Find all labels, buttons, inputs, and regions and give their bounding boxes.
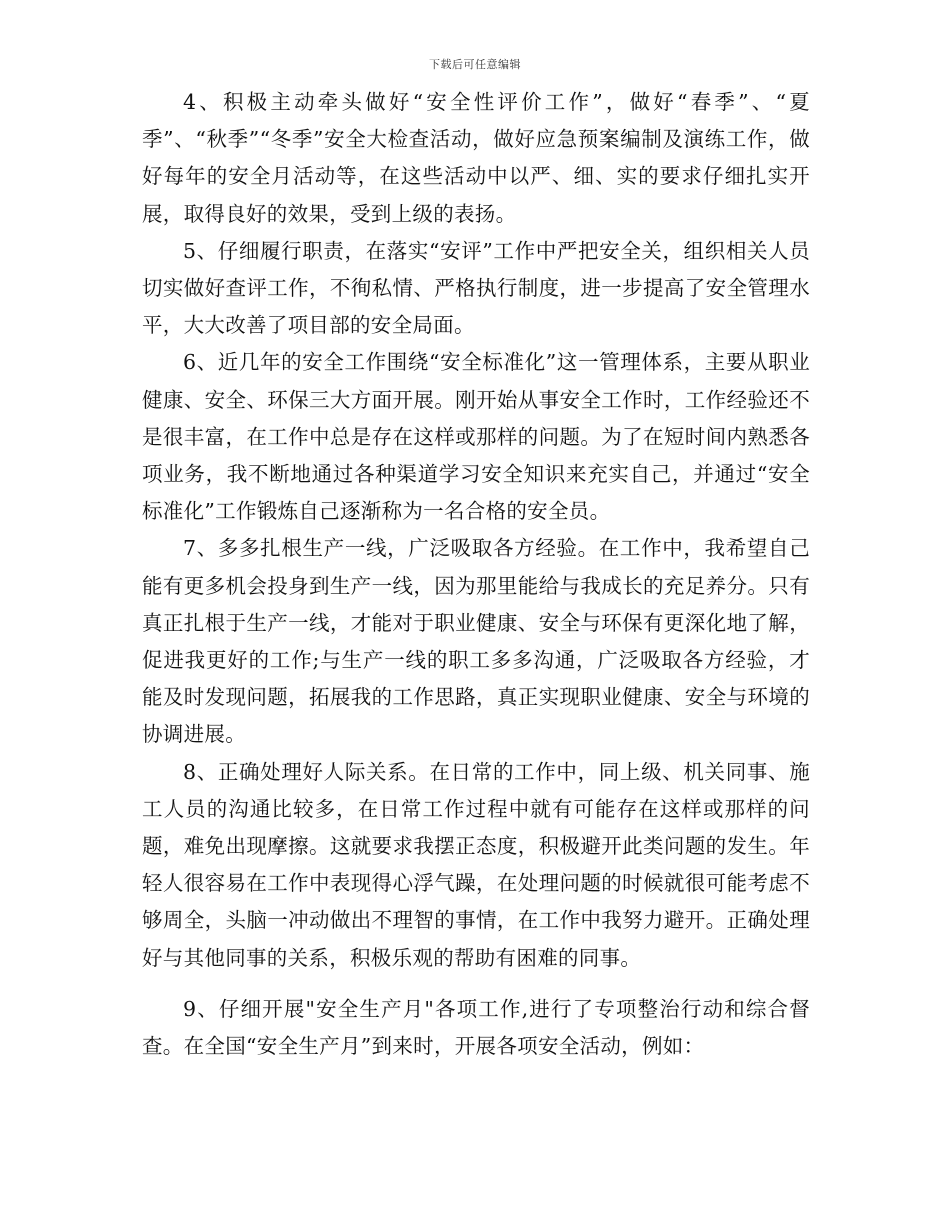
paragraph-9: 9、仔细开展"安全生产月"各项工作,进行了专项整治行动和综合督查。在全国“安全生产月”到来时，开展各项安全活动，例如： (142, 996, 810, 1059)
paragraph-spacer (142, 977, 810, 991)
paragraph-5: 5、仔细履行职责，在落实“安评”工作中严把安全关，组织相关人员切实做好查评工作，不徇私情、严格执行制度，进一步提高了安全管理水平，大大改善了项目部的安全局面。 (142, 238, 810, 338)
paragraph-7: 7、多多扎根生产一线，广泛吸取各方经验。在工作中，我希望自己能有更多机会投身到生产一线，因为那里能给与我成长的充足养分。只有真正扎根于生产一线，才能对于职业健康、安全与环保有更深化地了解，促进我更好的工作;与生产一线的职工多多沟通，广泛吸取各方经验，才能及时发现问题，拓展我的工作思路，真正实现职业健康、安全与环境的协调进展。 (142, 536, 810, 747)
paragraph-6: 6、近几年的安全工作围绕“安全标准化”这一管理体系，主要从职业健康、安全、环保三大方面开展。刚开始从事安全工作时，工作经验还不是很丰富，在工作中总是存在这样或那样的问题。为了在短时间内熟悉各项业务，我不断地通过各种渠道学习安全知识来充实自己，并通过“安全标准化”工作锻炼自己逐渐称为一名合格的安全员。 (142, 350, 810, 524)
paragraph-4: 4、积极主动牵头做好“安全性评价工作”，做好“春季”、“夏季”、“秋季”“冬季”安全大检查活动，做好应急预案编制及演练工作，做好每年的安全月活动等，在这些活动中以严、细、实的要求仔细扎实开展，取得良好的效果，受到上级的表扬。 (142, 90, 810, 226)
paragraph-8: 8、正确处理好人际关系。在日常的工作中，同上级、机关同事、施工人员的沟通比较多，在日常工作过程中就有可能存在这样或那样的问题，难免出现摩擦。这就要求我摆正态度，积极避开此类问题的发生。年轻人很容易在工作中表现得心浮气躁，在处理问题的时候就很可能考虑不够周全，头脑一冲动做出不理智的事情，在工作中我努力避开。正确处理好与其他同事的关系，积极乐观的帮助有困难的同事。 (142, 759, 810, 970)
page-header: 下载后可任意编辑 (429, 58, 521, 71)
document-body (142, 84, 810, 1065)
